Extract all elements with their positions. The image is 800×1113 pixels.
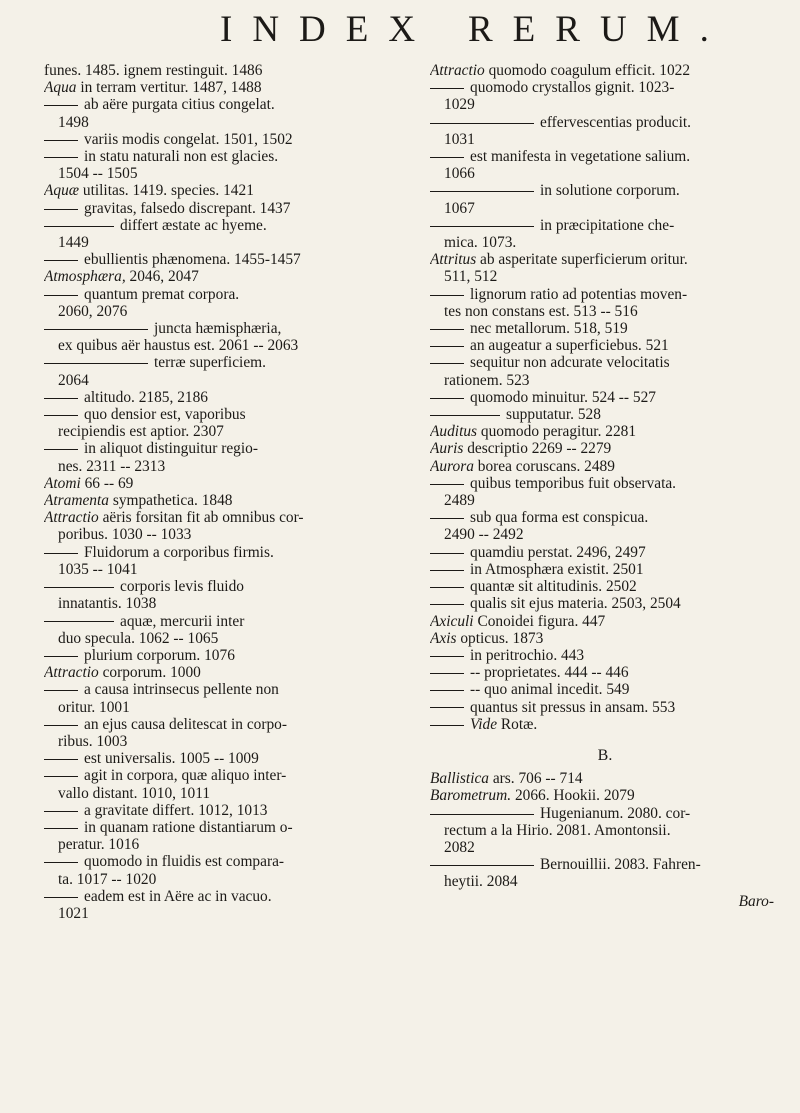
- entry-headword: Atramenta: [44, 492, 109, 510]
- entry-text: 511, 512: [444, 268, 498, 286]
- index-entry: [44, 578, 394, 595]
- index-entry: [430, 492, 780, 509]
- index-entry: [430, 458, 780, 475]
- ditto-dash: [44, 828, 78, 829]
- index-entry: [430, 699, 780, 716]
- entry-text: 2064: [58, 371, 89, 389]
- entry-text: 2489: [444, 492, 475, 510]
- index-entry: [44, 440, 394, 457]
- entry-headword: Attractio: [430, 62, 485, 79]
- index-entry: [44, 733, 394, 750]
- entry-text: a causa intrinsecus pellente non: [84, 681, 279, 699]
- index-entry: [430, 337, 780, 354]
- index-entry: [430, 406, 780, 423]
- index-entry: [44, 475, 394, 492]
- entry-text: in præcipitatione che-: [540, 216, 675, 234]
- entry-text: quomodo peragitur. 2281: [477, 423, 637, 441]
- ditto-dash: [44, 329, 148, 330]
- entry-text: -- quo animal incedit. 549: [470, 681, 630, 699]
- entry-text: ta. 1017 -- 1020: [58, 870, 157, 888]
- index-entry: [44, 79, 394, 96]
- index-entry: [430, 389, 780, 406]
- index-entry: [44, 630, 394, 647]
- index-entry: [430, 62, 780, 79]
- index-entry: [44, 268, 394, 285]
- index-entry: [44, 217, 394, 234]
- index-entry: [44, 337, 394, 354]
- entry-text: ebullientis phænomena. 1455-1457: [84, 251, 301, 269]
- entry-text: 1067: [444, 199, 475, 217]
- entry-text: duo specula. 1062 -- 1065: [58, 629, 219, 647]
- entry-text: quomodo crystallos gignit. 1023-: [470, 79, 675, 97]
- index-entry: [44, 905, 394, 922]
- entry-text: in terram vertitur. 1487, 1488: [76, 79, 262, 97]
- index-entry: [44, 131, 394, 148]
- entry-text: peratur. 1016: [58, 836, 140, 854]
- ditto-dash: [430, 398, 464, 399]
- entry-text: corporum. 1000: [98, 664, 201, 682]
- entry-text: quamdiu perstat. 2496, 2497: [470, 543, 646, 561]
- entry-text: terræ superficiem.: [154, 354, 266, 372]
- ditto-dash: [430, 518, 464, 519]
- index-entry: [44, 716, 394, 733]
- entry-text: an augeatur a superficiebus. 521: [470, 337, 669, 355]
- entry-text: variis modis congelat. 1501, 1502: [84, 130, 293, 148]
- ditto-dash: [430, 570, 464, 571]
- index-entry: [430, 320, 780, 337]
- entry-text: 1449: [58, 234, 89, 252]
- entry-headword: Attractio: [44, 509, 99, 527]
- entry-text: quomodo in fluidis est compara-: [84, 853, 285, 871]
- index-entry: [430, 182, 780, 199]
- index-entry: [430, 286, 780, 303]
- entry-text: nes. 2311 -- 2313: [58, 457, 166, 475]
- index-entry: [430, 613, 780, 630]
- section-letter-b: B.: [597, 746, 613, 764]
- entry-text: Fluidorum a corporibus firmis.: [84, 543, 274, 561]
- ditto-dash: [430, 157, 464, 158]
- ditto-dash: [430, 690, 464, 691]
- ditto-dash: [430, 707, 464, 708]
- ditto-dash: [430, 123, 534, 124]
- ditto-dash: [44, 105, 78, 106]
- ditto-dash: [44, 656, 78, 657]
- index-entry: [44, 148, 394, 165]
- index-entry: [44, 303, 394, 320]
- entry-text: opticus. 1873: [456, 629, 544, 647]
- index-entry: [44, 182, 394, 199]
- entry-text: effervescentias producit.: [540, 113, 691, 131]
- index-entry: [44, 320, 394, 337]
- index-entry: [44, 561, 394, 578]
- entry-text: Hugenianum. 2080. cor-: [540, 804, 691, 822]
- entry-text: ab asperitate superficierum oritur.: [476, 251, 688, 269]
- entry-text: 1504 -- 1505: [58, 165, 138, 183]
- ditto-dash: [44, 157, 78, 158]
- entry-text: in aliquot distinguitur regio-: [84, 440, 258, 458]
- entry-text: vallo distant. 1010, 1011: [58, 784, 211, 802]
- entry-text: quomodo minuitur. 524 -- 527: [470, 388, 656, 406]
- ditto-dash: [44, 226, 114, 227]
- index-entry: [430, 544, 780, 561]
- ditto-dash: [44, 449, 78, 450]
- left-column: [44, 62, 394, 922]
- ditto-dash: [430, 725, 464, 726]
- ditto-dash: [430, 814, 534, 815]
- index-entry: [44, 372, 394, 389]
- entry-text: recipiendis est aptior. 2307: [58, 423, 224, 441]
- index-entry: [44, 750, 394, 767]
- ditto-dash: [430, 363, 464, 364]
- index-entry: [44, 785, 394, 802]
- ditto-dash: [44, 621, 114, 622]
- entry-headword: Atmosphæra,: [44, 268, 126, 286]
- index-entry: [430, 251, 780, 268]
- entry-text: sub qua forma est conspicua.: [470, 509, 649, 527]
- index-entry: [430, 114, 780, 131]
- entry-headword: Ballistica: [430, 770, 489, 788]
- ditto-dash: [44, 776, 78, 777]
- entry-text: descriptio 2269 -- 2279: [463, 440, 612, 458]
- entry-text: sympathetica. 1848: [108, 492, 233, 510]
- index-entry: [430, 234, 780, 251]
- index-entry: [430, 354, 780, 371]
- entry-text: corporis levis fluido: [120, 578, 244, 596]
- index-entry: [44, 458, 394, 475]
- entry-text: Bernouillii. 2083. Fahren-: [540, 856, 701, 874]
- entry-text: altitudo. 2185, 2186: [84, 388, 208, 406]
- index-entry: [430, 647, 780, 664]
- entry-text: 2046, 2047: [125, 268, 199, 286]
- index-entry: [44, 647, 394, 664]
- index-entry: [44, 234, 394, 251]
- entry-text: 1498: [58, 113, 89, 131]
- entry-headword: Vide: [470, 715, 498, 733]
- entry-text: oritur. 1001: [58, 698, 130, 716]
- entry-text: 1029: [444, 96, 475, 114]
- entry-text: ex quibus aër haustus est. 2061 -- 2063: [58, 337, 299, 355]
- ditto-dash: [430, 415, 500, 416]
- ditto-dash: [44, 295, 78, 296]
- entry-text: ab aëre purgata citius congelat.: [84, 96, 275, 114]
- ditto-dash: [44, 553, 78, 554]
- entry-text: tes non constans est. 513 -- 516: [444, 302, 638, 320]
- entry-text: qualis sit ejus materia. 2503, 2504: [470, 595, 681, 613]
- index-entry: [430, 509, 780, 526]
- entry-text: 2060, 2076: [58, 302, 128, 320]
- entry-text: 1066: [444, 165, 475, 183]
- index-entry: [430, 526, 780, 543]
- ditto-dash: [44, 209, 78, 210]
- index-entry: [430, 787, 780, 804]
- entry-text: an ejus causa delitescat in corpo-: [84, 715, 287, 733]
- entry-text: -- proprietates. 444 -- 446: [470, 664, 629, 682]
- index-entry: [44, 699, 394, 716]
- index-entry: [430, 578, 780, 595]
- index-entry: [430, 839, 780, 856]
- entry-text: ribus. 1003: [58, 732, 128, 750]
- entry-headword: Atomi: [44, 474, 81, 492]
- entry-text: nec metallorum. 518, 519: [470, 320, 628, 338]
- index-entry: [44, 114, 394, 131]
- entry-text: poribus. 1030 -- 1033: [58, 526, 192, 544]
- index-entry: [44, 251, 394, 268]
- index-entry: [430, 822, 780, 839]
- index-entry: [44, 664, 394, 681]
- ditto-dash: [44, 415, 78, 416]
- index-entry: [44, 62, 394, 79]
- entry-text: in solutione corporum.: [540, 182, 680, 200]
- ditto-dash: [44, 140, 78, 141]
- index-entry: [430, 131, 780, 148]
- entry-text: Conoidei figura. 447: [473, 612, 606, 630]
- entry-text: utilitas. 1419. species. 1421: [79, 182, 254, 200]
- ditto-dash: [430, 346, 464, 347]
- index-entry: [430, 217, 780, 234]
- ditto-dash: [430, 656, 464, 657]
- ditto-dash: [430, 295, 464, 296]
- index-entry: [430, 200, 780, 217]
- ditto-dash: [44, 811, 78, 812]
- index-entry: [430, 856, 780, 873]
- index-entry: [44, 423, 394, 440]
- entry-text: 2490 -- 2492: [444, 526, 524, 544]
- index-entry: [430, 268, 780, 285]
- ditto-dash: [430, 191, 534, 192]
- entry-text: 1031: [444, 130, 475, 148]
- entry-text: in peritrochio. 443: [470, 646, 585, 664]
- index-entry: [44, 526, 394, 543]
- index-entry: [44, 286, 394, 303]
- entry-headword: Auris: [430, 440, 464, 458]
- index-entry: [430, 440, 780, 457]
- index-entry: [430, 805, 780, 822]
- ditto-dash: [44, 759, 78, 760]
- index-entry: [430, 423, 780, 440]
- index-entry: [430, 770, 780, 787]
- header-index: INDEX: [220, 9, 436, 50]
- index-entry: [44, 836, 394, 853]
- index-entry: [430, 561, 780, 578]
- index-entry: [430, 595, 780, 612]
- entry-text: mica. 1073.: [444, 234, 517, 252]
- entry-text: 2066. Hookii. 2079: [511, 787, 635, 805]
- entry-text: quibus temporibus fuit observata.: [470, 474, 677, 492]
- entry-text: 2082: [444, 838, 475, 856]
- index-entry: [430, 148, 780, 165]
- ditto-dash: [44, 862, 78, 863]
- right-column: [430, 62, 780, 910]
- index-entry: [44, 492, 394, 509]
- entry-text: rationem. 523: [444, 371, 530, 389]
- entry-text: innatantis. 1038: [58, 595, 157, 613]
- ditto-dash: [44, 690, 78, 691]
- entry-text: quantus sit pressus in ansam. 553: [470, 698, 676, 716]
- entry-headword: Auditus: [430, 423, 478, 441]
- entry-text: in quanam ratione distantiarum o-: [84, 818, 293, 836]
- entry-text: plurium corporum. 1076: [84, 646, 235, 664]
- entry-text: quantum premat corpora.: [84, 285, 240, 303]
- entry-text: supputatur. 528: [506, 406, 601, 424]
- index-entry: [44, 613, 394, 630]
- index-entry: [430, 303, 780, 320]
- index-entry: [44, 354, 394, 371]
- ditto-dash: [430, 673, 464, 674]
- entry-text: eadem est in Aëre ac in vacuo.: [84, 887, 272, 905]
- index-entry: [44, 888, 394, 905]
- entry-text: aquæ, mercurii inter: [120, 612, 245, 630]
- entry-headword: Attractio: [44, 664, 99, 682]
- entry-text: ars. 706 -- 714: [489, 770, 583, 788]
- ditto-dash: [44, 897, 78, 898]
- entry-text: juncta hæmisphæria,: [154, 320, 282, 338]
- ditto-dash: [430, 226, 534, 227]
- entry-text: quo densior est, vaporibus: [84, 406, 246, 424]
- ditto-dash: [430, 88, 464, 89]
- index-entry: [430, 475, 780, 492]
- entry-text: gravitas, falsedo discrepant. 1437: [84, 199, 291, 217]
- ditto-dash: [430, 553, 464, 554]
- entry-text: lignorum ratio ad potentias moven-: [470, 285, 688, 303]
- ditto-dash: [44, 587, 114, 588]
- index-entry: [44, 871, 394, 888]
- entry-text: heytii. 2084: [444, 873, 518, 891]
- entry-text: a gravitate differt. 1012, 1013: [84, 801, 268, 819]
- index-entry: [430, 681, 780, 698]
- entry-text: agit in corpora, quæ aliquo inter-: [84, 767, 287, 785]
- index-entry: [44, 544, 394, 561]
- ditto-dash: [430, 604, 464, 605]
- index-entry: [44, 509, 394, 526]
- ditto-dash: [430, 484, 464, 485]
- entry-headword: Axis: [430, 629, 457, 647]
- entry-headword: Attritus: [430, 251, 477, 269]
- ditto-dash: [44, 398, 78, 399]
- ditto-dash: [430, 587, 464, 588]
- entry-text: est universalis. 1005 -- 1009: [84, 750, 259, 768]
- index-entry: [430, 630, 780, 647]
- entry-text: aëris forsitan fit ab omnibus cor-: [98, 509, 304, 527]
- entry-text: rectum a la Hirio. 2081. Amontonsii.: [444, 821, 671, 839]
- index-entry: [430, 664, 780, 681]
- ditto-dash: [430, 865, 534, 866]
- index-entry: [430, 716, 780, 733]
- entry-text: 1021: [58, 904, 89, 922]
- index-entry: [44, 200, 394, 217]
- index-entry: [44, 406, 394, 423]
- index-entry: [44, 853, 394, 870]
- index-entry: [430, 165, 780, 182]
- entry-text: Rotæ.: [497, 715, 538, 733]
- entry-text: quomodo coagulum efficit. 1022: [484, 62, 691, 79]
- entry-text: in statu naturali non est glacies.: [84, 148, 279, 166]
- index-entry: [430, 372, 780, 389]
- entry-text: borea coruscans. 2489: [473, 457, 615, 475]
- index-entry: [430, 873, 780, 890]
- entry-headword: Aurora: [430, 457, 474, 475]
- index-entry: [44, 681, 394, 698]
- entry-text: in Atmosphæra existit. 2501: [470, 560, 644, 578]
- entry-text: quantæ sit altitudinis. 2502: [470, 578, 637, 596]
- catchword: Baro-: [738, 892, 774, 910]
- index-entry: [430, 96, 780, 113]
- entry-text: funes. 1485. ignem restinguit. 1486: [44, 62, 263, 79]
- entry-text: differt æstate ac hyeme.: [120, 216, 267, 234]
- ditto-dash: [44, 363, 148, 364]
- index-entry: [44, 819, 394, 836]
- index-entry: [44, 165, 394, 182]
- entry-text: 1035 -- 1041: [58, 560, 138, 578]
- entry-text: 66 -- 69: [80, 474, 134, 492]
- ditto-dash: [44, 260, 78, 261]
- entry-headword: Aqua: [44, 79, 77, 97]
- ditto-dash: [430, 329, 464, 330]
- header-rerum: RERUM.: [468, 9, 729, 50]
- index-entry: [430, 79, 780, 96]
- entry-text: est manifesta in vegetatione salium.: [470, 148, 691, 166]
- entry-headword: Aquæ: [44, 182, 80, 200]
- index-entry: [44, 595, 394, 612]
- index-entry: [44, 767, 394, 784]
- entry-headword: Axiculi: [430, 612, 474, 630]
- index-entry: [44, 389, 394, 406]
- entry-text: sequitur non adcurate velocitatis: [470, 354, 670, 372]
- entry-headword: Barometrum.: [430, 787, 512, 805]
- page-header: [0, 4, 800, 56]
- index-entry: [44, 96, 394, 113]
- ditto-dash: [44, 725, 78, 726]
- index-entry: [44, 802, 394, 819]
